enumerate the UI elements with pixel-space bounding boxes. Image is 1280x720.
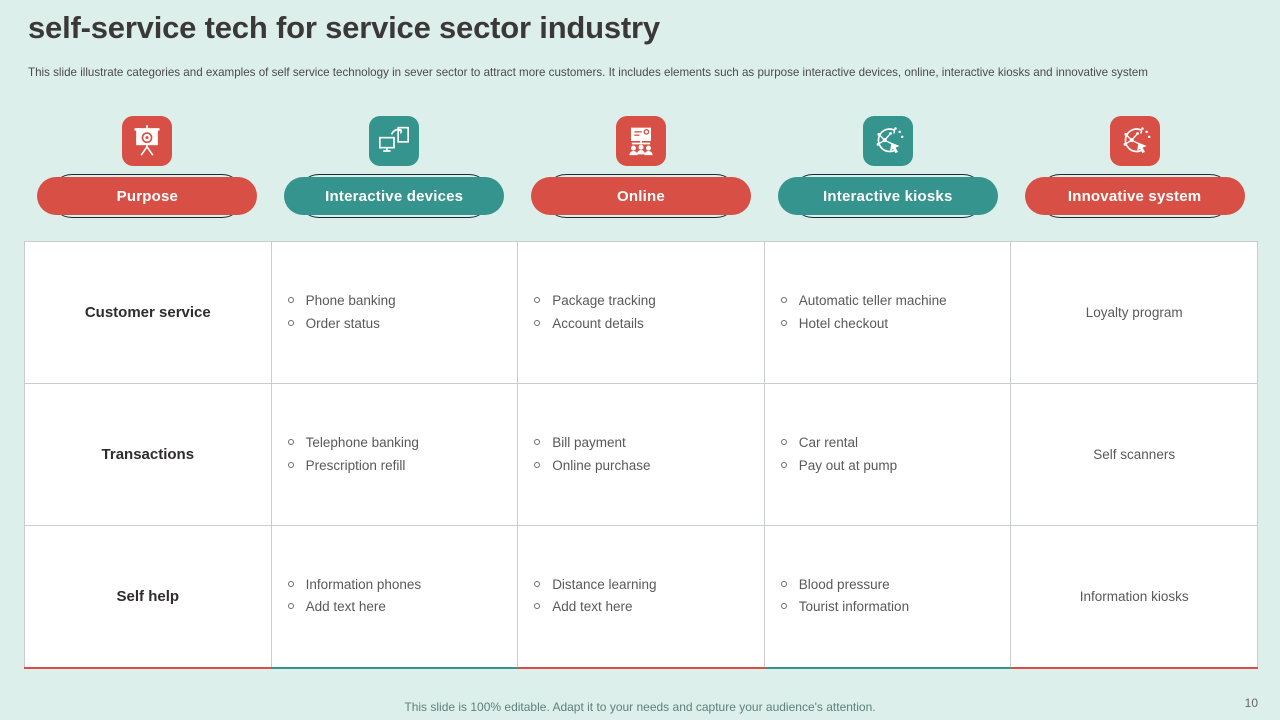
bullet-text: Online purchase: [552, 457, 651, 473]
bullet-list: [779, 292, 1003, 332]
bullet-text: Distance learning: [552, 577, 657, 593]
slide-subtitle: This slide illustrate categories and examples of self service technology in sever sector to attract more customers. It includes elements such as purpose interactive devices, online, interactive kiosks and innovative system: [28, 66, 1148, 79]
bullet-circle-icon: [534, 603, 540, 609]
bullet-text: Prescription refill: [305, 457, 406, 473]
bullet-text: Add text here: [552, 599, 633, 615]
bullet-circle-icon: [781, 297, 787, 303]
bullet-item: [779, 434, 1003, 452]
category-pill-button[interactable]: [1025, 177, 1245, 215]
category-pill-label: Purpose: [37, 177, 257, 215]
bullet-text: Telephone banking: [305, 435, 419, 451]
row-header: Transactions: [25, 384, 272, 526]
table-cell: [271, 384, 518, 526]
bullet-text: Pay out at pump: [798, 457, 898, 473]
bullet-circle-icon: [288, 581, 294, 587]
bullet-text: Information phones: [305, 577, 422, 593]
table-row: [25, 384, 1258, 526]
bullet-text: Blood pressure: [798, 577, 890, 593]
bullet-item: [779, 315, 1003, 333]
bullet-circle-icon: [288, 439, 294, 445]
bullet-list: [532, 576, 756, 616]
table-cell: [518, 384, 765, 526]
bullet-item: [532, 457, 756, 475]
category-column: [271, 116, 518, 215]
bullet-list: [286, 292, 510, 332]
bullet-item: [286, 292, 510, 310]
bullet-list: [779, 576, 1003, 616]
bullet-circle-icon: [534, 462, 540, 468]
bullet-text: Order status: [305, 315, 380, 331]
table-cell: [271, 242, 518, 384]
device-transfer-icon: [369, 116, 419, 166]
bullet-circle-icon: [288, 297, 294, 303]
bullet-text: Tourist information: [798, 599, 910, 615]
table-row: [25, 526, 1258, 668]
category-pill-button[interactable]: [37, 177, 257, 215]
table-cell: Loyalty program: [1011, 242, 1258, 384]
category-pill-label: Interactive devices: [284, 177, 504, 215]
bullet-text: Bill payment: [552, 435, 626, 451]
bullet-item: [779, 292, 1003, 310]
table-cell: [764, 242, 1011, 384]
bullet-text: Phone banking: [305, 293, 396, 309]
bullet-list: [532, 434, 756, 474]
category-pill-button[interactable]: [778, 177, 998, 215]
table-cell: Information kiosks: [1011, 526, 1258, 668]
page-title: self-service tech for service sector industry: [28, 10, 660, 45]
bullet-list: [286, 576, 510, 616]
table-cell: [518, 526, 765, 668]
table-cell: [518, 242, 765, 384]
category-column: [764, 116, 1011, 215]
category-column: [24, 116, 271, 215]
bullet-text: Hotel checkout: [798, 315, 889, 331]
online-audience-icon: [616, 116, 666, 166]
row-header: Customer service: [25, 242, 272, 384]
content-table: [24, 241, 1258, 669]
bullet-list: [779, 434, 1003, 474]
bullet-item: [286, 576, 510, 594]
bullet-circle-icon: [781, 320, 787, 326]
bullet-text: Car rental: [798, 435, 859, 451]
bullet-circle-icon: [534, 581, 540, 587]
bullet-circle-icon: [534, 320, 540, 326]
content-table-body: [25, 242, 1258, 668]
row-header: Self help: [25, 526, 272, 668]
presentation-target-icon: [122, 116, 172, 166]
bullet-item: [779, 576, 1003, 594]
bullet-text: Package tracking: [552, 293, 656, 309]
bullet-circle-icon: [781, 462, 787, 468]
category-column: [518, 116, 765, 215]
page-number: 10: [1244, 696, 1258, 710]
bullet-circle-icon: [288, 462, 294, 468]
bullet-item: [779, 457, 1003, 475]
bullet-text: Add text here: [305, 599, 386, 615]
category-row: [24, 116, 1258, 215]
bullet-list: [532, 292, 756, 332]
table-cell: [764, 384, 1011, 526]
bullet-item: [286, 457, 510, 475]
bullet-item: [532, 292, 756, 310]
category-pill-label: Innovative system: [1025, 177, 1245, 215]
table-row: [25, 242, 1258, 384]
table-cell: Self scanners: [1011, 384, 1258, 526]
bullet-circle-icon: [534, 439, 540, 445]
bullet-circle-icon: [534, 297, 540, 303]
bullet-circle-icon: [288, 603, 294, 609]
bullet-text: Automatic teller machine: [798, 293, 947, 309]
bullet-item: [286, 598, 510, 616]
bullet-list: [286, 434, 510, 474]
network-cursor-icon: [1110, 116, 1160, 166]
bullet-item: [532, 598, 756, 616]
bullet-circle-icon: [781, 439, 787, 445]
bullet-item: [286, 434, 510, 452]
bullet-item: [532, 576, 756, 594]
table-container: [24, 241, 1258, 669]
table-cell: [764, 526, 1011, 668]
footer-note: This slide is 100% editable. Adapt it to your needs and capture your audience's attention.: [404, 700, 876, 714]
bullet-item: [286, 315, 510, 333]
category-column: [1011, 116, 1258, 215]
network-cursor-icon: [863, 116, 913, 166]
bullet-text: Account details: [552, 315, 644, 331]
table-cell: [271, 526, 518, 668]
bullet-item: [532, 434, 756, 452]
bullet-circle-icon: [781, 581, 787, 587]
bullet-circle-icon: [288, 320, 294, 326]
category-pill-button[interactable]: [531, 177, 751, 215]
bullet-item: [532, 315, 756, 333]
category-pill-label: Online: [531, 177, 751, 215]
bullet-circle-icon: [781, 603, 787, 609]
category-pill-button[interactable]: [284, 177, 504, 215]
category-pill-label: Interactive kiosks: [778, 177, 998, 215]
bullet-item: [779, 598, 1003, 616]
